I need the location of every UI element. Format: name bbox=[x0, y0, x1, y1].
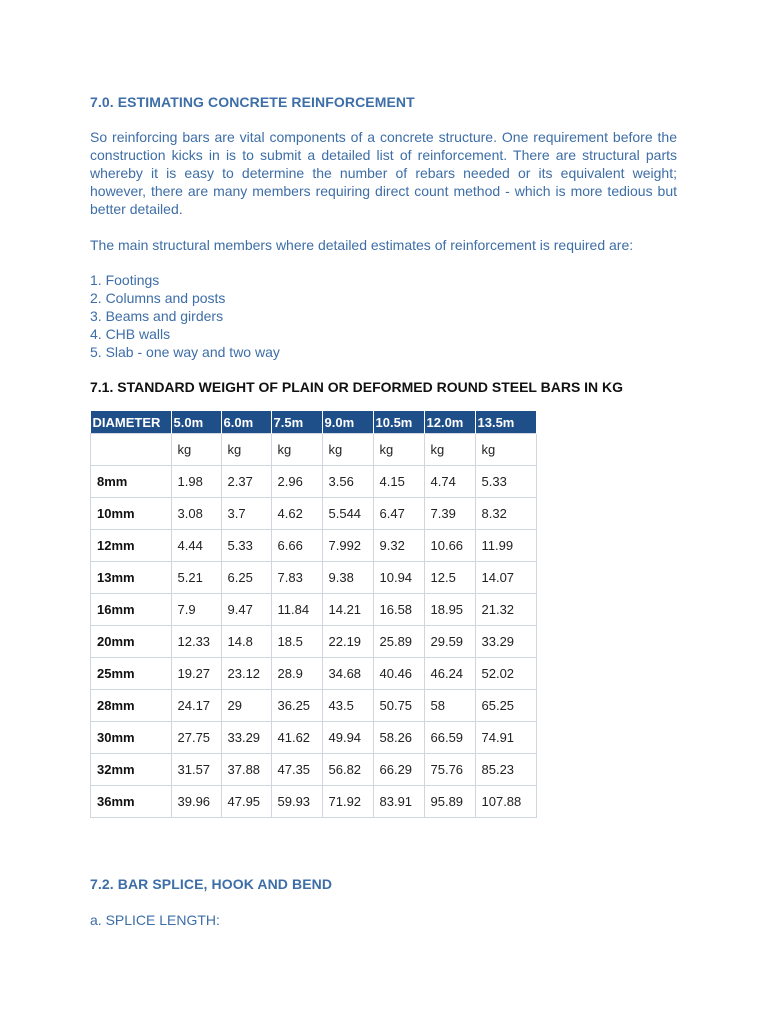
weight-cell: 7.9 bbox=[171, 594, 221, 626]
weight-cell: 71.92 bbox=[322, 786, 373, 818]
weight-cell: 11.99 bbox=[475, 530, 536, 562]
weight-cell: 47.35 bbox=[271, 754, 322, 786]
weight-cell: 3.7 bbox=[221, 498, 271, 530]
weight-cell: 39.96 bbox=[171, 786, 221, 818]
weight-cell: 33.29 bbox=[221, 722, 271, 754]
table-cell: kg bbox=[424, 434, 475, 466]
weight-cell: 74.91 bbox=[475, 722, 536, 754]
weight-cell: 31.57 bbox=[171, 754, 221, 786]
weight-cell: 3.08 bbox=[171, 498, 221, 530]
structural-members-list bbox=[90, 271, 280, 361]
weight-cell: 14.21 bbox=[322, 594, 373, 626]
weight-cell: 43.5 bbox=[322, 690, 373, 722]
intro-paragraph: So reinforcing bars are vital components of a concrete structure. One requirement before the construction kicks in is to submit a detailed list of reinforcement. There are structural parts whereby it is easy to determine the number of rebars needed or its equivalent weight; however, there are many members requiring direct count method - which is more tedious but better detailed. bbox=[90, 129, 677, 217]
weight-cell: 14.07 bbox=[475, 562, 536, 594]
weight-cell: 4.74 bbox=[424, 466, 475, 498]
diameter-cell: 16mm bbox=[91, 594, 172, 626]
table-row bbox=[91, 786, 537, 818]
weight-cell: 7.39 bbox=[424, 498, 475, 530]
weight-cell: 6.66 bbox=[271, 530, 322, 562]
weight-cell: 7.83 bbox=[271, 562, 322, 594]
weight-cell: 34.68 bbox=[322, 658, 373, 690]
diameter-cell: 32mm bbox=[91, 754, 172, 786]
table-row bbox=[91, 722, 537, 754]
weight-cell: 66.29 bbox=[373, 754, 424, 786]
column-header: 12.0m bbox=[424, 411, 475, 434]
table-row bbox=[91, 530, 537, 562]
diameter-cell: 20mm bbox=[91, 626, 172, 658]
weight-cell: 95.89 bbox=[424, 786, 475, 818]
weight-cell: 50.75 bbox=[373, 690, 424, 722]
diameter-cell: 25mm bbox=[91, 658, 172, 690]
weight-cell: 3.56 bbox=[322, 466, 373, 498]
column-header: 7.5m bbox=[271, 411, 322, 434]
weight-cell: 29 bbox=[221, 690, 271, 722]
diameter-cell: 36mm bbox=[91, 786, 172, 818]
weight-cell: 56.82 bbox=[322, 754, 373, 786]
section-7-2-heading: 7.2. BAR SPLICE, HOOK AND BEND bbox=[90, 876, 333, 892]
table-cell: kg bbox=[322, 434, 373, 466]
weight-cell: 36.25 bbox=[271, 690, 322, 722]
diameter-cell: 12mm bbox=[91, 530, 172, 562]
column-header: DIAMETER bbox=[91, 411, 172, 434]
table-cell: kg bbox=[271, 434, 322, 466]
weight-cell: 5.544 bbox=[322, 498, 373, 530]
table-cell: kg bbox=[221, 434, 271, 466]
table-row bbox=[91, 754, 537, 786]
diameter-cell: 8mm bbox=[91, 466, 172, 498]
column-header: 9.0m bbox=[322, 411, 373, 434]
table-row bbox=[91, 498, 537, 530]
weight-cell: 5.33 bbox=[475, 466, 536, 498]
weight-cell: 6.47 bbox=[373, 498, 424, 530]
weight-cell: 4.15 bbox=[373, 466, 424, 498]
weight-cell: 52.02 bbox=[475, 658, 536, 690]
weight-cell: 5.21 bbox=[171, 562, 221, 594]
table-row bbox=[91, 690, 537, 722]
column-header: 6.0m bbox=[221, 411, 271, 434]
column-header: 5.0m bbox=[171, 411, 221, 434]
weight-cell: 85.23 bbox=[475, 754, 536, 786]
table-cell: kg bbox=[171, 434, 221, 466]
section-7-1-heading: 7.1. STANDARD WEIGHT OF PLAIN OR DEFORMED ROUND STEEL BARS IN KG bbox=[90, 379, 624, 395]
weight-cell: 6.25 bbox=[221, 562, 271, 594]
section-7-0-heading: 7.0. ESTIMATING CONCRETE REINFORCEMENT bbox=[90, 94, 415, 110]
list-item: 4. CHB walls bbox=[90, 326, 171, 342]
weight-cell: 58.26 bbox=[373, 722, 424, 754]
weight-cell: 59.93 bbox=[271, 786, 322, 818]
weight-cell: 4.44 bbox=[171, 530, 221, 562]
weight-cell: 107.88 bbox=[475, 786, 536, 818]
diameter-cell: 13mm bbox=[91, 562, 172, 594]
weight-cell: 2.96 bbox=[271, 466, 322, 498]
table-row bbox=[91, 594, 537, 626]
table-cell: kg bbox=[373, 434, 424, 466]
weight-cell: 18.5 bbox=[271, 626, 322, 658]
weight-cell: 11.84 bbox=[271, 594, 322, 626]
list-item: 5. Slab - one way and two way bbox=[90, 344, 280, 360]
list-item: 3. Beams and girders bbox=[90, 308, 224, 324]
weight-cell: 29.59 bbox=[424, 626, 475, 658]
weight-cell: 9.47 bbox=[221, 594, 271, 626]
weight-cell: 12.33 bbox=[171, 626, 221, 658]
weight-cell: 2.37 bbox=[221, 466, 271, 498]
weight-cell: 75.76 bbox=[424, 754, 475, 786]
weight-cell: 65.25 bbox=[475, 690, 536, 722]
weight-cell: 12.5 bbox=[424, 562, 475, 594]
weight-cell: 9.32 bbox=[373, 530, 424, 562]
diameter-cell: 30mm bbox=[91, 722, 172, 754]
weight-cell: 10.66 bbox=[424, 530, 475, 562]
weight-cell: 24.17 bbox=[171, 690, 221, 722]
weight-cell: 83.91 bbox=[373, 786, 424, 818]
diameter-cell: 28mm bbox=[91, 690, 172, 722]
weight-cell: 5.33 bbox=[221, 530, 271, 562]
weight-cell: 46.24 bbox=[424, 658, 475, 690]
weight-cell: 66.59 bbox=[424, 722, 475, 754]
weight-cell: 41.62 bbox=[271, 722, 322, 754]
list-item: 1. Footings bbox=[90, 272, 160, 288]
table-row bbox=[91, 562, 537, 594]
table-body bbox=[91, 434, 537, 818]
weight-cell: 28.9 bbox=[271, 658, 322, 690]
table-row bbox=[91, 626, 537, 658]
weight-cell: 47.95 bbox=[221, 786, 271, 818]
table-header-row bbox=[91, 411, 537, 434]
weight-cell: 23.12 bbox=[221, 658, 271, 690]
weight-cell: 27.75 bbox=[171, 722, 221, 754]
list-item: 2. Columns and posts bbox=[90, 290, 226, 306]
weight-cell: 58 bbox=[424, 690, 475, 722]
weight-cell: 40.46 bbox=[373, 658, 424, 690]
weight-cell: 18.95 bbox=[424, 594, 475, 626]
table-row bbox=[91, 658, 537, 690]
weight-cell: 9.38 bbox=[322, 562, 373, 594]
table-cell: kg bbox=[475, 434, 536, 466]
weight-cell: 33.29 bbox=[475, 626, 536, 658]
diameter-cell: 10mm bbox=[91, 498, 172, 530]
weight-cell: 19.27 bbox=[171, 658, 221, 690]
weight-cell: 16.58 bbox=[373, 594, 424, 626]
weight-cell: 37.88 bbox=[221, 754, 271, 786]
weight-cell: 21.32 bbox=[475, 594, 536, 626]
column-header: 13.5m bbox=[475, 411, 536, 434]
weight-cell: 22.19 bbox=[322, 626, 373, 658]
table-row bbox=[91, 466, 537, 498]
weight-cell: 49.94 bbox=[322, 722, 373, 754]
unit-row bbox=[91, 434, 537, 466]
weight-cell: 4.62 bbox=[271, 498, 322, 530]
weight-cell: 25.89 bbox=[373, 626, 424, 658]
column-header: 10.5m bbox=[373, 411, 424, 434]
members-intro-paragraph: The main structural members where detailed estimates of reinforcement is required are: bbox=[90, 237, 634, 253]
weight-cell: 8.32 bbox=[475, 498, 536, 530]
weight-cell: 1.98 bbox=[171, 466, 221, 498]
weight-cell: 10.94 bbox=[373, 562, 424, 594]
table-cell bbox=[91, 434, 172, 466]
splice-length-subheading: a. SPLICE LENGTH: bbox=[90, 912, 220, 928]
weight-cell: 14.8 bbox=[221, 626, 271, 658]
weight-cell: 7.992 bbox=[322, 530, 373, 562]
steel-bar-weight-table bbox=[90, 411, 537, 818]
